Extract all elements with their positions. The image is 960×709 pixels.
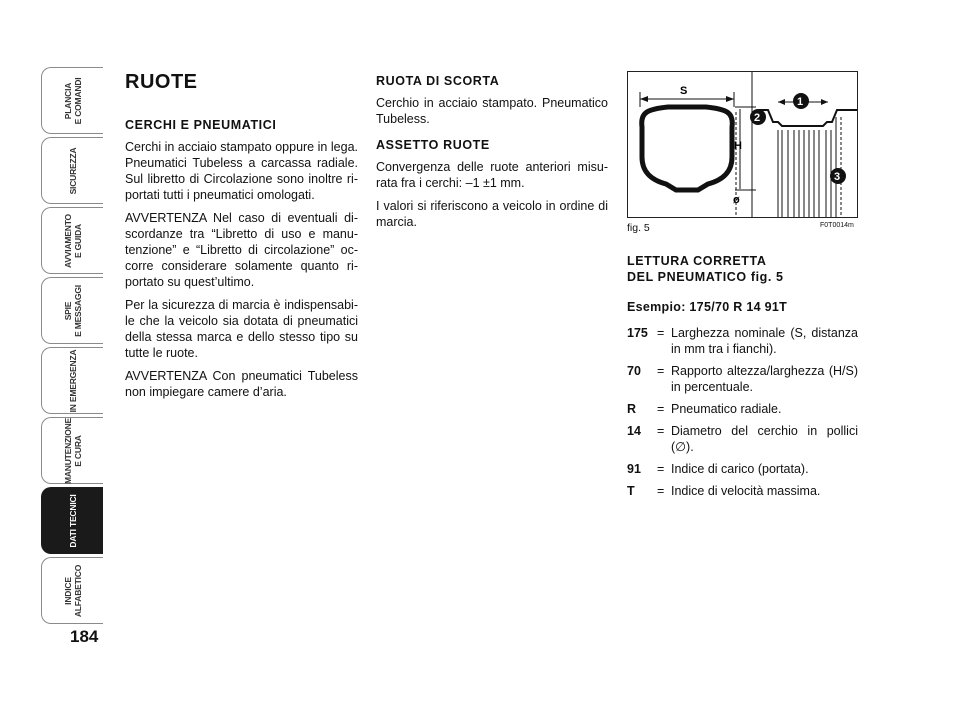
label-h: H (734, 140, 742, 152)
figure-caption: fig. 5 (627, 222, 650, 234)
svg-text:3: 3 (834, 171, 841, 183)
tab-plancia[interactable]: PLANCIA E COMANDI (41, 67, 103, 134)
section-heading: DEL PNEUMATICO fig. 5 (627, 270, 784, 284)
tab-manutenzione[interactable]: MANUTENZIONE E CURA (41, 417, 103, 484)
paragraph: I valori si riferiscono a veicolo in ordine di marcia. (376, 199, 608, 229)
paragraph: Per la sicurezza di marcia è indispensabi-le che la veicolo sia dotata di pneumatici della stessa marca e dello stesso tipo su tutte le ruote. (125, 298, 358, 360)
paragraph: AVVERTENZA Nel caso di eventuali di-scordanze tra “Libretto di uso e manu-tenzione” e “Libretto di circolazione” oc-corre considerare solamente quanto ri-portato su quest’ultimo. (125, 211, 358, 289)
label-diameter: ø (733, 194, 740, 206)
section-tabs (41, 67, 103, 627)
spec-row: R = Pneumatico radiale. (627, 402, 782, 416)
tab-indice[interactable]: INDICE ALFABETICO (41, 557, 103, 624)
tab-dati-tecnici[interactable]: DATI TECNICI (41, 487, 103, 554)
paragraph: Cerchi in acciaio stampato oppure in lega. Pneumatici Tubeless a carcassa radiale. Sul libretto di Circolazione sono inoltre ri-portati tutti i pneumatici omologati. (125, 140, 358, 202)
page-number: 184 (70, 627, 99, 646)
spec-row: 91 = Indice di carico (portata). (627, 462, 809, 476)
section-heading: ASSETTO RUOTE (376, 138, 490, 152)
column-2 (376, 73, 608, 237)
section-heading: CERCHI E PNEUMATICI (125, 118, 277, 132)
spec-row: 175 = Larghezza nominale (S, distanza in mm tra i fianchi). (627, 326, 858, 356)
tire-figure (627, 71, 858, 218)
paragraph: Convergenza delle ruote anteriori misu-rata fra i cerchi: –1 ±1 mm. (376, 160, 608, 190)
svg-text:2: 2 (754, 112, 761, 124)
figure-code: F0T0014m (820, 222, 854, 229)
svg-text:1: 1 (797, 96, 804, 108)
spec-row: 14 = Diametro del cerchio in pollici (∅). (627, 424, 858, 454)
example-code: Esempio: 175/70 R 14 91T (627, 300, 788, 314)
paragraph: AVVERTENZA Con pneumatici Tubeless non impiegare camere d’aria. (125, 369, 358, 399)
tab-avviamento[interactable]: AVVIAMENTO E GUIDA (41, 207, 103, 274)
column-3 (627, 253, 858, 505)
tab-sicurezza[interactable]: SICUREZZA (41, 137, 103, 204)
tab-spie[interactable]: SPIE E MESSAGGI (41, 277, 103, 344)
label-s: S (680, 85, 688, 97)
section-heading: LETTURA CORRETTA (627, 254, 767, 268)
spec-row: T = Indice di velocità massima. (627, 484, 821, 498)
tire-diagram (628, 72, 857, 217)
paragraph: Cerchio in acciaio stampato. Pneumatico Tubeless. (376, 96, 608, 126)
tab-emergenza[interactable]: IN EMERGENZA (41, 347, 103, 414)
section-heading: RUOTA DI SCORTA (376, 74, 500, 88)
column-1 (125, 117, 358, 407)
page-title: RUOTE (125, 71, 198, 93)
spec-row: 70 = Rapporto altezza/larghezza (H/S) in percentuale. (627, 364, 858, 394)
